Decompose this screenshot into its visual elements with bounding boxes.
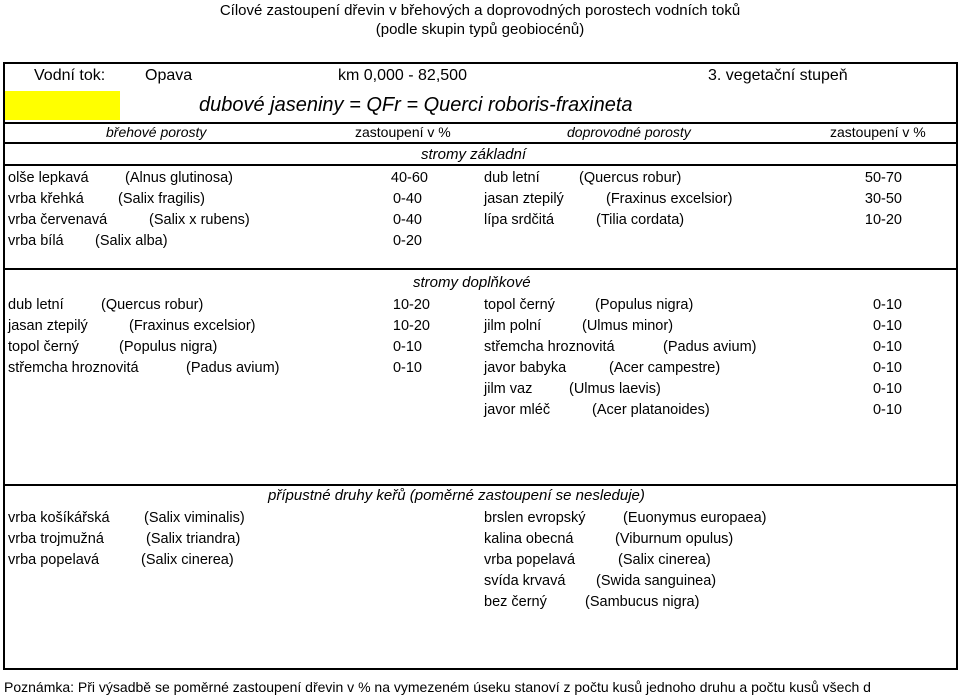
footnote: Poznámka: Při výsadbě se poměrné zastoupení dřevin v % na vymezeném úseku stanoví z počtu kusů jednoho druhu a počtu kusů všech d <box>4 679 871 695</box>
shrub-right-lat: (Viburnum opulus) <box>615 531 734 547</box>
shrub-right-cz: bez černý <box>484 594 547 610</box>
basic-right-cz: dub letní <box>484 170 540 186</box>
supp-right-cz: jilm polní <box>484 318 542 334</box>
supp-left-cz: dub letní <box>8 297 64 313</box>
supp-left-cz: střemcha hroznovitá <box>8 360 139 376</box>
basic-right-lat: (Quercus robur) <box>579 170 682 186</box>
supp-left-pct: 0-10 <box>392 360 422 376</box>
section-shrubs-heading: přípustné druhy keřů (poměrné zastoupení se nesleduje) <box>268 487 645 504</box>
section-basic-heading: stromy základní <box>421 146 527 163</box>
supp-right-lat: (Padus avium) <box>663 339 757 355</box>
supp-left-lat: (Populus nigra) <box>119 339 218 355</box>
supp-left-lat: (Padus avium) <box>186 360 280 376</box>
section-supplementary-heading: stromy doplňkové <box>413 274 531 291</box>
column-header-divider <box>3 142 958 144</box>
basic-right-cz: jasan ztepilý <box>484 191 564 207</box>
supp-left-pct: 0-10 <box>392 339 422 355</box>
document-subtitle: (podle skupin typů geobiocénů) <box>375 21 585 38</box>
shrub-right-lat: (Salix cinerea) <box>618 552 711 568</box>
supp-left-lat: (Quercus robur) <box>101 297 204 313</box>
shrub-left-lat: (Salix triandra) <box>146 531 241 547</box>
col-share-right: zastoupení v % <box>830 124 926 140</box>
col-share-left: zastoupení v % <box>355 124 451 140</box>
basic-left-cz: vrba bílá <box>8 233 64 249</box>
shrub-right-cz: svída krvavá <box>484 573 566 589</box>
basic-left-cz: vrba červenavá <box>8 212 108 228</box>
basic-left-pct: 40-60 <box>390 170 428 186</box>
supp-right-cz: střemcha hroznovitá <box>484 339 615 355</box>
supp-right-lat: (Acer platanoides) <box>592 402 710 418</box>
basic-bottom-border <box>3 268 958 270</box>
shrub-left-cz: vrba košíkářská <box>8 510 110 526</box>
supp-right-cz: javor babyka <box>484 360 567 376</box>
supp-right-pct: 0-10 <box>872 297 902 313</box>
basic-left-pct: 0-40 <box>392 191 422 207</box>
vegetation-stage: 3. vegetační stupeň <box>708 67 848 84</box>
document-title: Cílové zastoupení dřevin v břehových a doprovodných porostech vodních toků <box>219 2 741 19</box>
shrub-left-lat: (Salix cinerea) <box>141 552 234 568</box>
table-bottom-border <box>3 668 958 670</box>
supp-right-lat: (Acer campestre) <box>609 360 721 376</box>
km-range: km 0,000 - 82,500 <box>338 67 467 84</box>
basic-left-lat: (Alnus glutinosa) <box>125 170 233 186</box>
supp-left-cz: topol černý <box>8 339 79 355</box>
shrub-right-lat: (Sambucus nigra) <box>585 594 700 610</box>
basic-left-cz: vrba křehká <box>8 191 84 207</box>
basic-right-cz: lípa srdčitá <box>484 212 555 228</box>
supp-right-cz: topol černý <box>484 297 555 313</box>
shrub-left-lat: (Salix viminalis) <box>144 510 245 526</box>
basic-right-lat: (Fraxinus excelsior) <box>606 191 733 207</box>
supp-right-lat: (Populus nigra) <box>595 297 694 313</box>
shrub-right-lat: (Euonymus europaea) <box>623 510 767 526</box>
basic-left-lat: (Salix alba) <box>95 233 168 249</box>
supp-right-pct: 0-10 <box>872 318 902 334</box>
basic-right-pct: 30-50 <box>864 191 902 207</box>
header-top-border <box>3 62 958 64</box>
shrub-right-cz: kalina obecná <box>484 531 574 547</box>
basic-left-lat: (Salix fragilis) <box>118 191 206 207</box>
basic-right-pct: 10-20 <box>864 212 902 228</box>
community-name: dubové jaseniny = QFr = Querci roboris-fraxineta <box>199 94 633 116</box>
water-course-value: Opava <box>145 67 193 84</box>
supp-right-lat: (Ulmus minor) <box>582 318 674 334</box>
supp-left-pct: 10-20 <box>392 297 430 313</box>
supp-right-cz: jilm vaz <box>484 381 533 397</box>
supp-left-cz: jasan ztepilý <box>8 318 88 334</box>
shrub-right-cz: vrba popelavá <box>484 552 576 568</box>
shrub-right-cz: brslen evropský <box>484 510 586 526</box>
col-bank-stands: břehové porosty <box>106 124 207 140</box>
supp-left-pct: 10-20 <box>392 318 430 334</box>
supp-right-pct: 0-10 <box>872 402 902 418</box>
table-right-border <box>956 62 958 670</box>
shrub-left-cz: vrba trojmužná <box>8 531 104 547</box>
col-accompanying-stands: doprovodné porosty <box>567 124 691 140</box>
basic-divider <box>3 164 958 166</box>
supp-right-pct: 0-10 <box>872 360 902 376</box>
basic-left-lat: (Salix x rubens) <box>149 212 250 228</box>
shrub-left-cz: vrba popelavá <box>8 552 100 568</box>
basic-left-pct: 0-40 <box>392 212 422 228</box>
basic-right-lat: (Tilia cordata) <box>596 212 685 228</box>
supp-right-pct: 0-10 <box>872 339 902 355</box>
shrub-right-lat: (Swida sanguinea) <box>596 573 717 589</box>
supp-right-cz: javor mléč <box>484 402 551 418</box>
basic-right-pct: 50-70 <box>864 170 902 186</box>
table-left-border <box>3 62 5 670</box>
supp-right-pct: 0-10 <box>872 381 902 397</box>
highlight-swatch <box>5 91 120 120</box>
basic-left-cz: olše lepkavá <box>8 170 89 186</box>
supp-right-lat: (Ulmus laevis) <box>569 381 661 397</box>
basic-left-pct: 0-20 <box>392 233 422 249</box>
water-course-label: Vodní tok: <box>34 67 106 84</box>
supp-left-lat: (Fraxinus excelsior) <box>129 318 256 334</box>
supplementary-bottom-border <box>3 484 958 486</box>
